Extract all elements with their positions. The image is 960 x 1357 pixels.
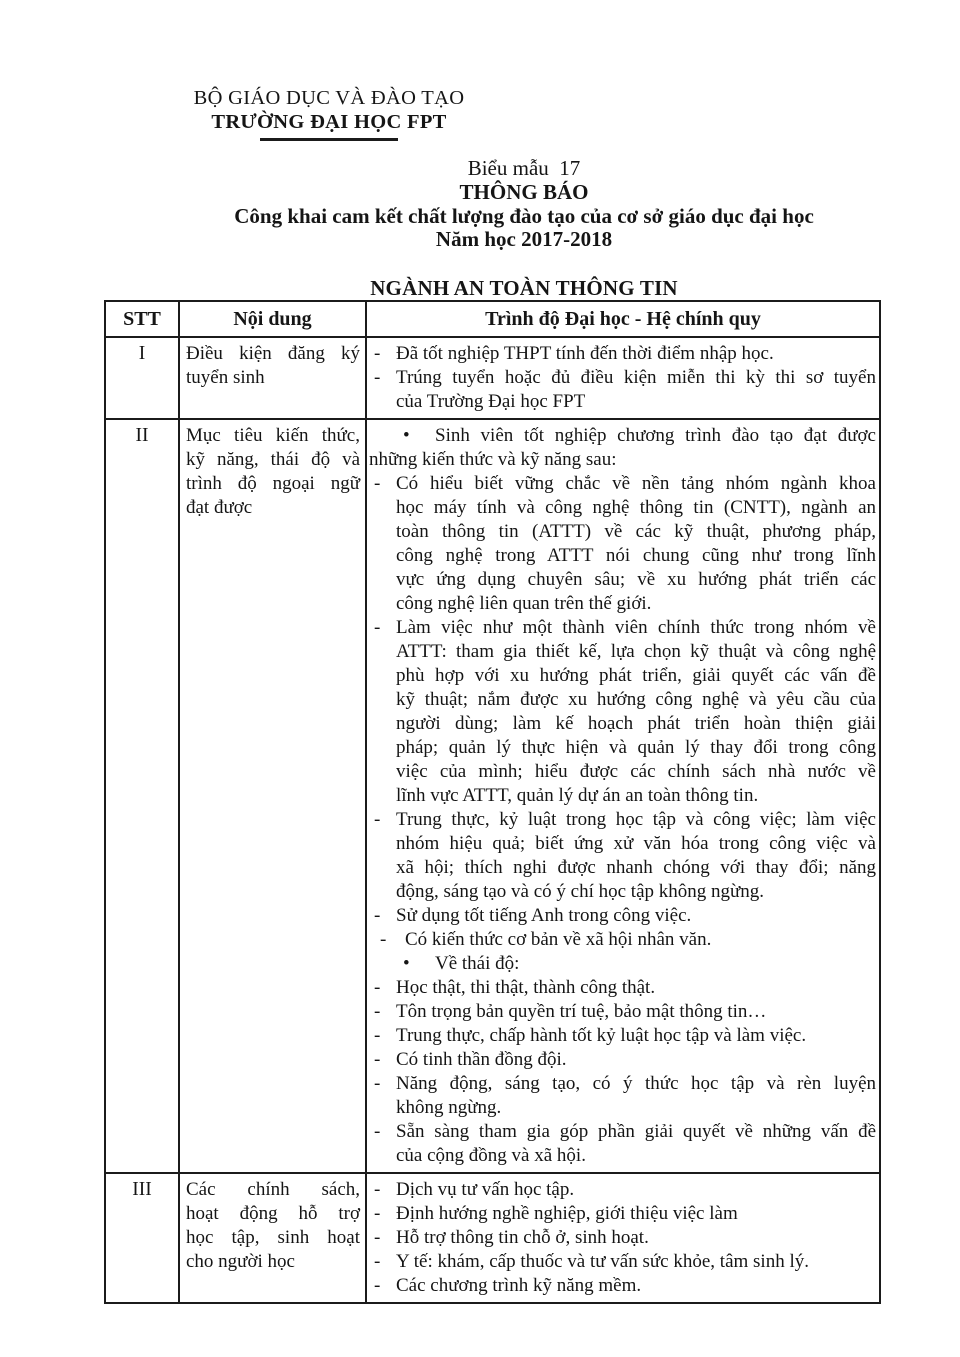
content-dash-item: - Dịch vụ tư vấn học tập. (374, 1179, 575, 1200)
letterhead-rule (260, 138, 398, 141)
topic-line: Điều kiện đăng ký (186, 343, 360, 364)
topic-line: Các chính sách, (186, 1179, 360, 1200)
topic-line: đạt được (186, 497, 253, 518)
content-dash-item: - Có hiểu biết vững chắc về nền tảng nhóm ngành khoa (374, 473, 876, 494)
content-continuation: phù hợp với xu hướng phát triển, giải quyết các vấn đề (396, 665, 876, 686)
topic-line: trình độ ngoại ngữ (186, 473, 360, 494)
content-continuation: của cộng đồng và xã hội. (396, 1145, 586, 1166)
row-topic (179, 1173, 366, 1303)
topic-line: hoạt động hỗ trợ (186, 1203, 360, 1224)
doc-title: THÔNG BÁO (459, 179, 589, 204)
content-continuation: vực ứng dụng chuyên sâu; về xu hướng phát triển các (396, 569, 876, 590)
topic-line: cho người học (186, 1251, 295, 1272)
dash-marker-icon: - (374, 1251, 381, 1272)
content-dash-item: - Định hướng nghề nghiệp, giới thiệu việc làm (374, 1203, 738, 1224)
row-number: I (105, 337, 179, 419)
content-continuation: công nghệ trong ATTT nói chung cũng như trong lĩnh (396, 545, 876, 566)
bullet-icon: • (403, 953, 410, 974)
row-content (366, 419, 880, 1173)
col-header-trinh-do: Trình độ Đại học - Hệ chính quy (366, 301, 880, 337)
dash-marker-icon: - (380, 929, 387, 950)
content-continuation: của Trường Đại học FPT (396, 391, 586, 412)
commitment-table (104, 300, 881, 1304)
title-block (180, 157, 868, 252)
row-content (366, 1173, 880, 1303)
doc-year: Năm học 2017-2018 (435, 227, 613, 252)
dash-marker-icon: - (374, 1073, 381, 1094)
content-dash-item: - Sẵn sàng tham gia góp phần giải quyết về những vấn đề (374, 1121, 876, 1142)
dash-marker-icon: - (374, 1203, 381, 1224)
university-line: TRƯỜNG ĐẠI HỌC FPT (211, 111, 447, 133)
content-dash-item: - Trúng tuyển hoặc đủ điều kiện miễn thi kỳ thi sơ tuyển (374, 367, 876, 388)
content-continuation: pháp; quản lý thực hiện và quản lý thay đổi trong công (396, 737, 876, 758)
dash-marker-icon: - (374, 1001, 381, 1022)
content-dash-item: - Sử dụng tốt tiếng Anh trong công việc. (374, 905, 692, 926)
content-dash-item: - Năng động, sáng tạo, có ý thức học tập và rèn luyện (374, 1073, 876, 1094)
content-dash-item: - Có kiến thức cơ bản về xã hội nhân văn. (380, 929, 712, 950)
content-continuation: người dùng; làm kế hoạch phát triển hoàn thiện giải (396, 713, 876, 734)
content-continuation: toàn thông tin (ATTT) về các kỹ thuật, phương pháp, (396, 521, 876, 542)
content-continuation: xã hội; thích nghi được nhanh chóng với thay đổi; năng (396, 857, 876, 878)
bullet-icon: • (403, 425, 410, 446)
topic-line: học tập, sinh hoạt (186, 1227, 360, 1248)
dash-marker-icon: - (374, 1121, 381, 1142)
section-title: NGÀNH AN TOÀN THÔNG TIN (370, 276, 678, 300)
content-bullet-item: • Về thái độ: (403, 953, 520, 974)
table-header-row (105, 301, 880, 337)
letterhead (104, 86, 554, 141)
dash-marker-icon: - (374, 977, 381, 998)
content-continuation: nhóm hiệu quả; biết ứng xử văn hóa trong công việc và (396, 833, 876, 854)
content-dash-item: - Đã tốt nghiệp THPT tính đến thời điểm nhập học. (374, 343, 774, 364)
content-continuation: không ngừng. (396, 1097, 502, 1118)
topic-line: tuyển sinh (186, 367, 265, 388)
row-number: II (105, 419, 179, 1173)
dash-marker-icon: - (374, 367, 381, 388)
dash-marker-icon: - (374, 1275, 381, 1296)
dash-marker-icon: - (374, 617, 381, 638)
row-content (366, 337, 880, 419)
content-dash-item: - Trung thực, kỷ luật trong học tập và công việc; làm việc (374, 809, 876, 830)
content-dash-item: - Các chương trình kỹ năng mềm. (374, 1275, 642, 1296)
topic-line: kỹ năng, thái độ và (186, 449, 360, 470)
content-bullet-item: • Sinh viên tốt nghiệp chương trình đào tạo đạt được (403, 425, 876, 446)
content-dash-item: - Trung thực, chấp hành tốt kỷ luật học tập và làm việc. (374, 1025, 807, 1046)
dash-marker-icon: - (374, 1049, 381, 1070)
doc-subtitle: Công khai cam kết chất lượng đào tạo của cơ sở giáo dục đại học (234, 203, 814, 228)
table-row (105, 419, 880, 1173)
dash-marker-icon: - (374, 1179, 381, 1200)
table-row (105, 1173, 880, 1303)
col-header-noi-dung: Nội dung (179, 301, 366, 337)
dash-marker-icon: - (374, 343, 381, 364)
table-row (105, 337, 880, 419)
content-continuation: động, sáng tạo và có ý chí học tập không ngừng. (396, 881, 765, 902)
row-topic (179, 337, 366, 419)
content-dash-item: - Tôn trọng bản quyền trí tuệ, bảo mật thông tin… (374, 1001, 767, 1022)
content-dash-item: - Hỗ trợ thông tin chỗ ở, sinh hoạt. (374, 1227, 649, 1248)
dash-marker-icon: - (374, 473, 381, 494)
content-dash-item: - Học thật, thi thật, thành công thật. (374, 977, 656, 998)
content-continuation: học máy tính và công nghệ thông tin (CNTT), ngành an (396, 497, 876, 518)
dash-marker-icon: - (374, 1025, 381, 1046)
row-topic (179, 419, 366, 1173)
row-number: III (105, 1173, 179, 1303)
content-dash-item: - Làm việc như một thành viên chính thức trong nhóm về (374, 617, 876, 638)
dash-marker-icon: - (374, 905, 381, 926)
dash-marker-icon: - (374, 1227, 381, 1248)
content-dash-item: - Y tế: khám, cấp thuốc và tư vấn sức khỏe, tâm sinh lý. (374, 1251, 809, 1272)
ministry-line: BỘ GIÁO DỤC VÀ ĐÀO TẠO (193, 87, 465, 109)
form-label: Biểu mẫu 17 (467, 156, 581, 180)
dash-marker-icon: - (374, 809, 381, 830)
content-line: những kiến thức và kỹ năng sau: (369, 449, 617, 470)
content-continuation: kỹ thuật; nắm được xu hướng công nghệ và yêu cầu của (396, 689, 876, 710)
content-continuation: công nghệ liên quan trên thế giới. (396, 593, 652, 614)
topic-line: Mục tiêu kiến thức, (186, 425, 360, 446)
content-continuation: việc của mình; hiểu được các chính sách nhà nước về (396, 761, 876, 782)
content-dash-item: - Có tinh thần đồng đội. (374, 1049, 567, 1070)
content-continuation: lĩnh vực ATTT, quản lý dự án an toàn thông tin. (396, 785, 759, 806)
col-header-stt: STT (105, 301, 179, 337)
content-continuation: ATTT: tham gia thiết kế, lựa chọn kỹ thuật và công nghệ (396, 641, 876, 662)
